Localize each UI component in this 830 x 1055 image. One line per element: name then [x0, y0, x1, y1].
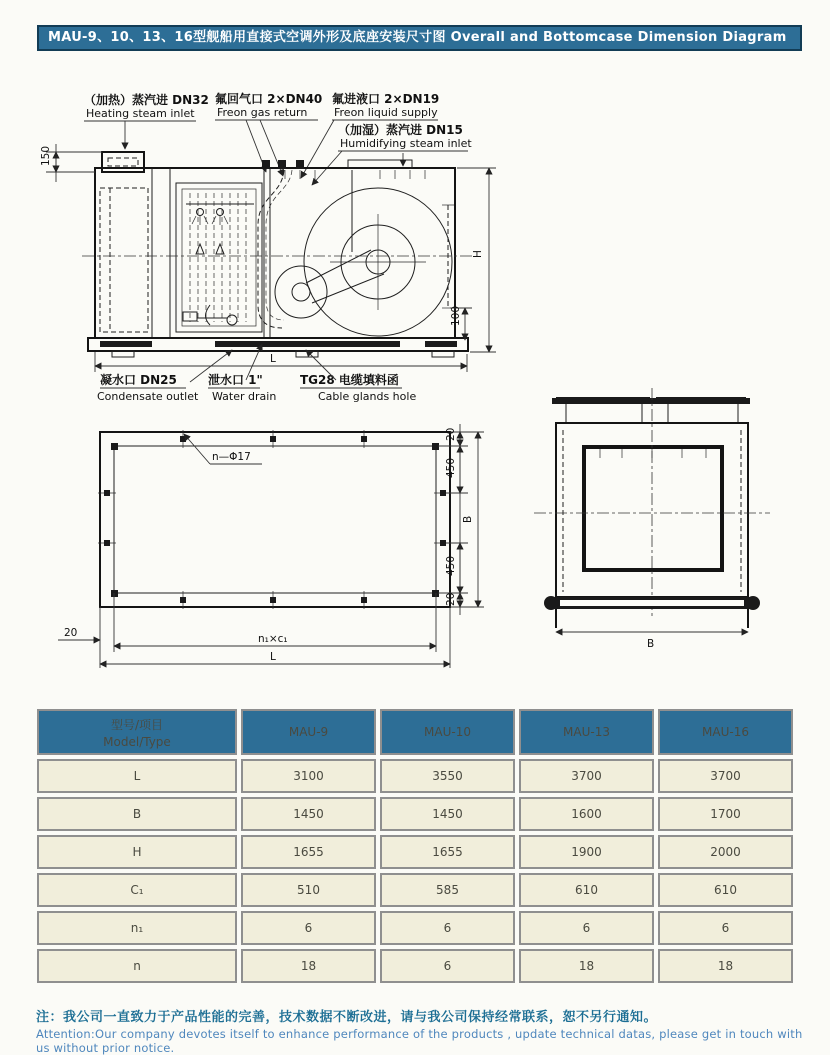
- value-cell: 3100: [241, 759, 376, 793]
- callout-heating-steam-cn: （加热）蒸汽进 DN32: [84, 93, 209, 107]
- side-view: [40, 91, 496, 403]
- row-label: B: [37, 797, 237, 831]
- col-header-mau10: MAU-10: [380, 709, 515, 755]
- spec-table: [33, 705, 797, 987]
- table-row: [37, 873, 793, 907]
- callout-freon-liquid-cn: 氟进液口 2×DN19: [332, 92, 440, 106]
- callout-humidifying-en: Humidifying steam inlet: [340, 137, 472, 150]
- dim-20-left: 20: [64, 627, 78, 639]
- dim-L-side: L: [270, 353, 276, 365]
- row-label: C₁: [37, 873, 237, 907]
- footer-note-en: Attention:Our company devotes itself to enhance performance of the products , update technical datas, please get in touch with us without prior notice.: [36, 1027, 803, 1055]
- dim-20-top: 20: [445, 427, 457, 441]
- callout-drain-en: Water drain: [212, 390, 277, 403]
- callout-cable-cn: TG28 电缆填料函: [300, 373, 399, 387]
- table-row: [37, 797, 793, 831]
- callout-humidifying-cn: （加湿）蒸汽进 DN15: [338, 123, 463, 137]
- callout-bolt-holes: n—Φ17: [212, 451, 251, 463]
- dim-450-top: 450: [445, 457, 457, 478]
- value-cell: 1700: [658, 797, 793, 831]
- dim-B-plan: B: [462, 515, 474, 523]
- callout-freon-gas-cn: 氟回气口 2×DN40: [215, 92, 323, 106]
- value-cell: 1900: [519, 835, 654, 869]
- bottomcase-plan-view: [58, 424, 484, 668]
- page-title: [37, 25, 802, 51]
- value-cell: 6: [380, 949, 515, 983]
- value-cell: 610: [519, 873, 654, 907]
- value-cell: 1655: [241, 835, 376, 869]
- callout-drain-cn: 泄水口 1": [208, 373, 263, 387]
- corner-en: Model/Type: [103, 734, 171, 749]
- value-cell: 3700: [658, 759, 793, 793]
- dim-H: H: [472, 250, 484, 258]
- end-view: [534, 388, 770, 650]
- dim-100: 100: [450, 305, 462, 326]
- footer-note: [36, 1006, 816, 1055]
- dimension-diagram: [0, 50, 830, 700]
- col-header-mau9: MAU-9: [241, 709, 376, 755]
- col-header-mau16: MAU-16: [658, 709, 793, 755]
- callout-freon-liquid-en: Freon liquid supply: [334, 106, 438, 119]
- value-cell: 6: [519, 911, 654, 945]
- corner-cn: 型号/项目: [110, 717, 164, 732]
- col-header-mau13: MAU-13: [519, 709, 654, 755]
- value-cell: 3700: [519, 759, 654, 793]
- value-cell: 1655: [380, 835, 515, 869]
- value-cell: 6: [380, 911, 515, 945]
- table-row: [37, 911, 793, 945]
- row-label: H: [37, 835, 237, 869]
- row-label: n: [37, 949, 237, 983]
- table-row: [37, 759, 793, 793]
- row-label: L: [37, 759, 237, 793]
- value-cell: 1600: [519, 797, 654, 831]
- dim-150: 150: [40, 145, 52, 166]
- dim-L-plan: L: [270, 651, 276, 663]
- value-cell: 510: [241, 873, 376, 907]
- footer-note-cn: 注：我公司一直致力于产品性能的完善，技术数据不断改进，请与我公司保持经常联系，恕不另行通知。: [36, 1010, 658, 1025]
- callout-condensate-cn: 凝水口 DN25: [100, 373, 177, 387]
- dim-20-bottom: 20: [445, 592, 457, 606]
- table-row: [37, 835, 793, 869]
- value-cell: 610: [658, 873, 793, 907]
- callout-condensate-en: Condensate outlet: [97, 390, 199, 403]
- dim-n1c1: n₁×c₁: [258, 633, 288, 645]
- table-header-row: [37, 709, 793, 755]
- value-cell: 3550: [380, 759, 515, 793]
- dim-450-bottom: 450: [445, 555, 457, 576]
- page-title-text: MAU-9、10、13、16型舰船用直接式空调外形及底座安装尺寸图 Overall and Bottomcase Dimension Diagram: [48, 30, 787, 45]
- callout-freon-gas-en: Freon gas return: [217, 106, 308, 119]
- value-cell: 585: [380, 873, 515, 907]
- value-cell: 1450: [380, 797, 515, 831]
- value-cell: 18: [519, 949, 654, 983]
- value-cell: 1450: [241, 797, 376, 831]
- dim-B-end: B: [647, 638, 655, 650]
- value-cell: 18: [658, 949, 793, 983]
- value-cell: 18: [241, 949, 376, 983]
- row-label: n₁: [37, 911, 237, 945]
- table-corner-cell: [37, 709, 237, 755]
- value-cell: 2000: [658, 835, 793, 869]
- value-cell: 6: [241, 911, 376, 945]
- table-row: [37, 949, 793, 983]
- value-cell: 6: [658, 911, 793, 945]
- callout-cable-en: Cable glands hole: [318, 390, 417, 403]
- callout-heating-steam-en: Heating steam inlet: [86, 107, 195, 120]
